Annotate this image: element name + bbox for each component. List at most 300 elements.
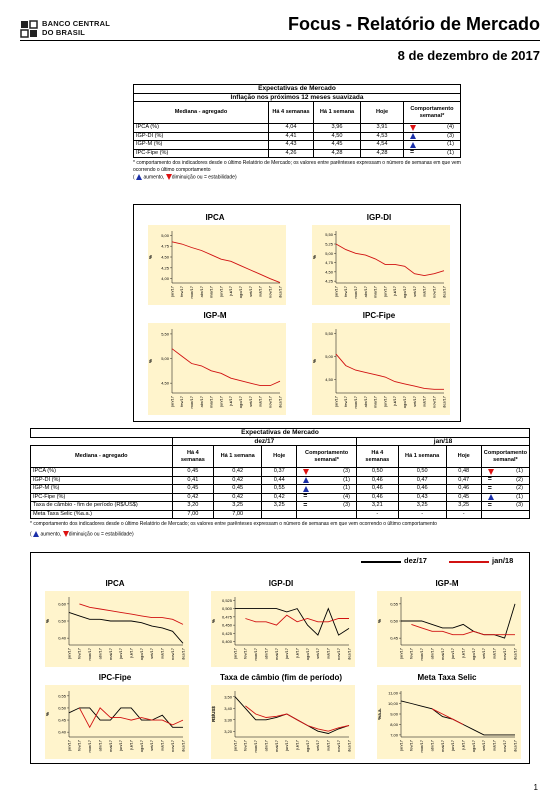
x-tick-label: ago/17 [402, 396, 408, 409]
y-tick-label: 5,00 [161, 356, 169, 362]
x-tick-label: mai/17 [107, 740, 113, 753]
x-tick-label: mar/17 [188, 396, 194, 409]
x-tick-label: set/17 [315, 740, 321, 751]
y-tick-label: 0,55 [58, 693, 66, 699]
row-label: IGP-DI (%) [134, 132, 269, 141]
x-tick-label: fev/17 [76, 740, 82, 751]
x-tick-label: mai/17 [372, 396, 378, 409]
row-label: Taxa de câmbio - fim de período (R$/US$) [31, 502, 173, 511]
chart-title: IGP-DI [366, 213, 392, 222]
x-tick-label: jan/17 [398, 648, 404, 659]
y-tick-label: 0,425 [221, 630, 232, 636]
legend-line-dez17 [361, 561, 401, 563]
y-tick-label: 0,45 [58, 717, 66, 723]
x-tick-label: nov/17 [169, 648, 175, 661]
table-row [134, 149, 461, 158]
chart-igpdi-12m [304, 211, 454, 307]
value-hoje: 4,54 [361, 141, 404, 150]
row-label: IPC-Fipe (%) [134, 149, 269, 158]
table2-col-cmp-b: Comportamento semanal* [481, 446, 529, 468]
value-h4: 0,41 [172, 476, 214, 485]
x-tick-label: ago/17 [470, 740, 476, 753]
table-row [134, 132, 461, 141]
value-hoje: 4,53 [361, 132, 404, 141]
value-h4: 0,50 [357, 468, 399, 477]
y-axis-label: % [148, 254, 153, 260]
y-tick-label: 11,00 [388, 690, 398, 696]
x-tick-label: mai/17 [208, 286, 214, 299]
legend-down-label: diminuição ou [171, 174, 203, 181]
y-axis-label: % [45, 711, 50, 717]
x-tick-label: mar/17 [352, 396, 358, 409]
table2-note: * comportamento dos indicadores desde o último Relatório de Mercado; os valores entre parênteses expressam o número de semanas em que vem ocorrendo o último comportamento [30, 521, 437, 527]
y-tick-label: 5,50 [325, 232, 333, 238]
x-tick-label: out/17 [421, 286, 427, 298]
x-tick-label: jul/17 [228, 286, 234, 296]
inflation-table [133, 84, 461, 158]
weeks-count: (1) [343, 485, 351, 491]
x-tick-label: fev/17 [343, 286, 349, 297]
up-arrow-icon [136, 174, 142, 180]
x-tick-label: mai/17 [273, 648, 279, 661]
chart-title: IGP-M [435, 579, 459, 588]
value-h4: 0,46 [357, 485, 399, 494]
x-tick-label: nov/17 [501, 740, 507, 753]
table2-col-hoje-b: Hoje [446, 446, 481, 468]
x-tick-label: set/17 [481, 740, 487, 751]
x-tick-label: out/17 [257, 286, 263, 298]
trend-cell [297, 468, 357, 477]
value-hoje: 0,46 [446, 485, 481, 494]
y-tick-label: 3,30 [224, 717, 232, 723]
value-h4: 4,04 [269, 124, 314, 133]
value-h1: 0,45 [214, 485, 262, 494]
y-tick-label: 0,450 [221, 622, 232, 628]
y-tick-label: 0,50 [58, 705, 66, 711]
chart-svg [203, 671, 359, 761]
value-hoje: - [446, 510, 481, 519]
equal-icon: = [487, 501, 492, 509]
trend-cell [404, 124, 461, 133]
x-tick-label: out/17 [325, 648, 331, 660]
up-arrow-icon [33, 531, 39, 537]
x-tick-label: jan/17 [169, 396, 175, 407]
table2-block [30, 428, 530, 537]
x-tick-label: abr/17 [263, 648, 269, 660]
y-tick-label: 0,45 [390, 635, 398, 641]
x-tick-label: abr/17 [362, 286, 368, 298]
y-tick-label: 0,400 [221, 639, 232, 645]
y-tick-label: 5,00 [325, 353, 333, 359]
page-number: 1 [533, 783, 538, 792]
table2-legend: ( aumento, diminuição ou = estabilidade) [30, 530, 134, 537]
value-hoje: 3,25 [446, 502, 481, 511]
x-tick-label: jun/17 [284, 648, 290, 659]
table-row [134, 124, 461, 133]
legend-up-label: aumento, [143, 174, 165, 181]
x-tick-label: set/17 [149, 740, 155, 751]
table2-col-cmp-a: Comportamento semanal* [297, 446, 357, 468]
table1-title1: Expectativas de Mercado [134, 85, 461, 94]
x-tick-label: fev/17 [408, 740, 414, 751]
x-tick-label: ago/17 [304, 740, 310, 753]
weeks-count: (1) [343, 476, 351, 483]
x-tick-label: nov/17 [501, 648, 507, 661]
table2-period1: dez/17 [172, 437, 356, 446]
equal-icon: = [487, 484, 492, 492]
bcb-logo-text [42, 19, 110, 37]
legend-up-label: aumento, [40, 530, 62, 537]
legend-down-label: diminuição ou [68, 530, 100, 537]
chart-igpdi-monthly [203, 577, 359, 669]
monthly-charts-panel [30, 552, 530, 764]
table1-col-label: Mediana - agregado [134, 102, 269, 124]
x-tick-label: jul/17 [392, 286, 398, 296]
weeks-count: (3) [447, 132, 454, 139]
x-tick-label: nov/17 [335, 740, 341, 753]
value-h4: 4,41 [269, 132, 314, 141]
trend-cell [297, 502, 357, 511]
y-tick-label: 3,50 [224, 694, 232, 700]
trend-cell [481, 493, 529, 502]
x-tick-label: abr/17 [362, 396, 368, 408]
equal-icon: = [487, 476, 492, 484]
y-tick-label: 4,25 [325, 278, 333, 284]
table1-col-cmp: Comportamento semanal* [404, 102, 461, 124]
value-h1: 0,42 [214, 476, 262, 485]
value-h4: 0,42 [172, 493, 214, 502]
x-tick-label: mar/17 [253, 740, 259, 753]
chart-selic-monthly [369, 671, 525, 761]
table-row [31, 493, 530, 502]
value-hoje: 3,91 [361, 124, 404, 133]
x-tick-label: mai/17 [372, 286, 378, 299]
equal-icon: = [303, 493, 308, 501]
report-date: 8 de dezembro de 2017 [397, 48, 540, 63]
x-tick-label: abr/17 [97, 740, 103, 752]
chart-title: IGP-DI [268, 579, 294, 588]
table2-period2: jan/18 [357, 437, 530, 446]
trend-cell [481, 476, 529, 485]
row-label: IGP-DI (%) [31, 476, 173, 485]
table2-title: Expectativas de Mercado [31, 429, 530, 438]
x-tick-label: jan/17 [333, 396, 339, 407]
x-tick-label: ago/17 [402, 286, 408, 299]
y-tick-label: 5,00 [161, 232, 169, 238]
x-tick-label: jun/17 [450, 740, 456, 751]
x-tick-label: fev/17 [76, 648, 82, 659]
table2-blank [31, 437, 173, 446]
trend-cell [404, 132, 461, 141]
trend-cell [481, 468, 529, 477]
x-tick-label: mai/17 [273, 740, 279, 753]
down-arrow-icon [303, 469, 309, 475]
value-h1: 0,46 [398, 485, 446, 494]
chart-title: IGP-M [203, 311, 227, 320]
bcb-logo-icon [20, 20, 38, 38]
weeks-count: (1) [516, 468, 523, 474]
x-tick-label: jun/17 [218, 396, 224, 407]
value-h1: 3,96 [314, 124, 361, 133]
monthly-expectations-table [30, 428, 530, 519]
x-tick-label: dez/17 [441, 396, 447, 409]
x-tick-label: mai/17 [439, 740, 445, 753]
x-tick-label: mai/17 [439, 648, 445, 661]
weeks-count: (3) [516, 502, 523, 508]
weeks-count: (4) [447, 124, 454, 130]
x-tick-label: jul/17 [128, 648, 134, 658]
x-tick-label: nov/17 [335, 648, 341, 661]
y-tick-label: 4,50 [161, 380, 169, 386]
x-tick-label: set/17 [411, 396, 417, 407]
chart-ipca-12m [140, 211, 290, 307]
chart-title: Taxa de câmbio (fim de período) [219, 673, 343, 682]
table2-col-h1-b: Há 1 semana [398, 446, 446, 468]
value-h1: 3,25 [214, 502, 262, 511]
y-tick-label: 0,55 [390, 601, 398, 607]
x-tick-label: ago/17 [138, 740, 144, 753]
y-tick-label: 10,00 [387, 701, 398, 707]
weeks-count: (2) [516, 476, 523, 483]
weeks-count: (1) [447, 149, 454, 156]
x-tick-label: set/17 [149, 648, 155, 659]
x-tick-label: ago/17 [238, 286, 244, 299]
weeks-count: (1) [447, 141, 454, 147]
y-axis-label: % [312, 358, 317, 364]
y-tick-label: 0,50 [58, 618, 66, 624]
y-axis-label: %a.a. [377, 708, 382, 720]
x-tick-label: set/17 [481, 648, 487, 659]
value-hoje: 4,28 [361, 149, 404, 158]
x-tick-label: out/17 [159, 740, 165, 752]
table2-col-label: Mediana - agregado [31, 446, 173, 468]
chart-title: IPCA [205, 213, 225, 222]
table1-col-h1: Há 1 semana [314, 102, 361, 124]
table1-legend: ( aumento, diminuição ou = estabilidade) [133, 174, 237, 181]
value-h1: 4,28 [314, 149, 361, 158]
value-h1: 3,25 [398, 502, 446, 511]
value-hoje: 0,55 [262, 485, 297, 494]
x-tick-label: dez/17 [277, 286, 283, 299]
y-tick-label: 4,75 [161, 243, 169, 249]
x-tick-label: set/17 [315, 648, 321, 659]
x-tick-label: jul/17 [294, 648, 300, 658]
y-tick-label: 4,50 [325, 269, 333, 275]
chart-svg [203, 577, 359, 669]
x-tick-label: jul/17 [128, 740, 134, 750]
y-tick-label: 0,525 [221, 597, 232, 603]
table-row [31, 476, 530, 485]
page-title: Focus - Relatório de Mercado [287, 14, 540, 34]
chart-svg [369, 577, 525, 669]
chart-ipca-monthly [37, 577, 193, 669]
x-tick-label: dez/17 [441, 286, 447, 299]
table2-col-h4-b: Há 4 semanas [357, 446, 399, 468]
equal-icon: = [303, 501, 308, 509]
value-h4: 0,45 [172, 485, 214, 494]
x-tick-label: out/17 [491, 740, 497, 752]
y-tick-label: 3,40 [224, 705, 232, 711]
value-hoje: 0,48 [446, 468, 481, 477]
value-h1: 0,47 [398, 476, 446, 485]
table2-col-h4-a: Há 4 semanas [172, 446, 214, 468]
y-tick-label: 0,40 [58, 635, 66, 641]
value-h1: 0,43 [398, 493, 446, 502]
logo-line1: BANCO CENTRAL [42, 19, 111, 28]
x-tick-label: jan/17 [398, 740, 404, 751]
chart-svg [304, 211, 454, 307]
value-h4: 4,26 [269, 149, 314, 158]
x-tick-label: ago/17 [470, 648, 476, 661]
up-arrow-icon [488, 494, 494, 500]
value-hoje: 0,47 [446, 476, 481, 485]
x-tick-label: nov/17 [267, 396, 273, 409]
x-tick-label: abr/17 [97, 648, 103, 660]
x-tick-label: mar/17 [352, 286, 358, 299]
value-hoje: 0,42 [262, 493, 297, 502]
x-tick-label: out/17 [491, 648, 497, 660]
table-row [134, 141, 461, 150]
x-tick-label: fev/17 [343, 396, 349, 407]
y-tick-label: 0,475 [221, 614, 232, 620]
table-row [31, 510, 530, 519]
y-tick-label: 3,20 [224, 728, 232, 734]
y-tick-label: 5,00 [325, 250, 333, 256]
trend-cell [404, 141, 461, 150]
x-tick-label: jun/17 [118, 648, 124, 659]
table-row [31, 502, 530, 511]
x-tick-label: jan/17 [232, 648, 238, 659]
x-tick-label: abr/17 [198, 396, 204, 408]
x-tick-label: fev/17 [179, 286, 185, 297]
value-h4: 0,46 [357, 493, 399, 502]
legend-label-jan18: jan/18 [492, 556, 514, 565]
x-tick-label: dez/17 [277, 396, 283, 409]
chart-svg [140, 211, 290, 307]
y-axis-label: R$/US$ [211, 706, 216, 722]
x-tick-label: mar/17 [188, 286, 194, 299]
y-tick-label: 0,50 [390, 618, 398, 624]
x-tick-label: nov/17 [431, 286, 437, 299]
weeks-count: (1) [516, 493, 523, 500]
x-tick-label: dez/17 [346, 740, 352, 753]
x-tick-label: jun/17 [284, 740, 290, 751]
x-tick-label: abr/17 [429, 740, 435, 752]
down-arrow-icon [488, 469, 494, 475]
x-tick-label: dez/17 [180, 740, 186, 753]
x-tick-label: jul/17 [392, 396, 398, 406]
y-tick-label: 5,25 [325, 241, 333, 247]
chart-svg [37, 671, 193, 761]
value-h1: - [398, 510, 446, 519]
value-hoje [262, 510, 297, 519]
value-h1: 7,00 [214, 510, 262, 519]
value-hoje: 0,37 [262, 468, 297, 477]
value-h1: 0,42 [214, 468, 262, 477]
trend-cell [297, 485, 357, 494]
x-tick-label: ago/17 [304, 648, 310, 661]
chart-cambio-monthly [203, 671, 359, 761]
x-tick-label: jun/17 [382, 396, 388, 407]
x-tick-label: nov/17 [431, 396, 437, 409]
y-tick-label: 0,500 [221, 606, 232, 612]
x-tick-label: jan/17 [169, 286, 175, 297]
y-tick-label: 4,50 [325, 376, 333, 382]
x-tick-label: jun/17 [218, 286, 224, 297]
x-tick-label: out/17 [159, 648, 165, 660]
x-tick-label: dez/17 [512, 648, 518, 661]
x-tick-label: set/17 [247, 396, 253, 407]
y-tick-label: 5,50 [325, 331, 333, 337]
chart-igpm-12m [140, 309, 290, 417]
value-h4: 3,21 [357, 502, 399, 511]
logo-line2: DO BRASIL [42, 28, 86, 37]
value-h4: 3,20 [172, 502, 214, 511]
trend-cell [297, 493, 357, 502]
x-tick-label: jan/17 [66, 648, 72, 659]
x-tick-label: jul/17 [228, 396, 234, 406]
y-tick-label: 4,50 [161, 254, 169, 260]
row-label: IPCA (%) [31, 468, 173, 477]
x-tick-label: dez/17 [180, 648, 186, 661]
chart-igpm-monthly [369, 577, 525, 669]
chart-title: IPC-Fipe [362, 311, 396, 320]
x-tick-label: jul/17 [460, 740, 466, 750]
up-arrow-icon [303, 486, 309, 492]
chart-svg [37, 577, 193, 669]
table-row [31, 468, 530, 477]
y-axis-label: % [45, 618, 50, 624]
x-tick-label: abr/17 [198, 286, 204, 298]
value-h4: 4,43 [269, 141, 314, 150]
x-tick-label: jan/17 [66, 740, 72, 751]
table1-col-hoje: Hoje [361, 102, 404, 124]
x-tick-label: nov/17 [169, 740, 175, 753]
down-arrow-icon [410, 125, 416, 131]
value-hoje: 3,25 [262, 502, 297, 511]
x-tick-label: set/17 [411, 286, 417, 297]
x-tick-label: mar/17 [253, 648, 259, 661]
weeks-count: (2) [516, 485, 523, 491]
chart-ipcfipe-monthly [37, 671, 193, 761]
x-tick-label: mar/17 [419, 740, 425, 753]
trend-cell [297, 476, 357, 485]
x-tick-label: fev/17 [179, 396, 185, 407]
table1-col-h4: Há 4 semanas [269, 102, 314, 124]
value-h4: 7,00 [172, 510, 214, 519]
weeks-count: (4) [343, 493, 351, 500]
x-tick-label: mai/17 [208, 396, 214, 409]
row-label: IGP-M (%) [134, 141, 269, 150]
row-label: Meta Taxa Selic (%a.a.) [31, 510, 173, 519]
x-tick-label: dez/17 [512, 740, 518, 753]
y-tick-label: 5,50 [161, 331, 169, 337]
legend-eq-label: = estabilidade) [100, 530, 134, 537]
x-tick-label: fev/17 [408, 648, 414, 659]
x-tick-label: jun/17 [382, 286, 388, 297]
x-tick-label: ago/17 [238, 396, 244, 409]
value-h1: 0,42 [214, 493, 262, 502]
chart-svg [304, 309, 454, 417]
trend-cell [297, 510, 357, 519]
y-axis-label: % [377, 618, 382, 624]
up-arrow-icon [303, 477, 309, 483]
x-tick-label: set/17 [247, 286, 253, 297]
legend-label-dez17: dez/17 [404, 556, 427, 565]
bcb-logo [20, 18, 130, 42]
value-h4: - [357, 510, 399, 519]
x-tick-label: out/17 [421, 396, 427, 408]
